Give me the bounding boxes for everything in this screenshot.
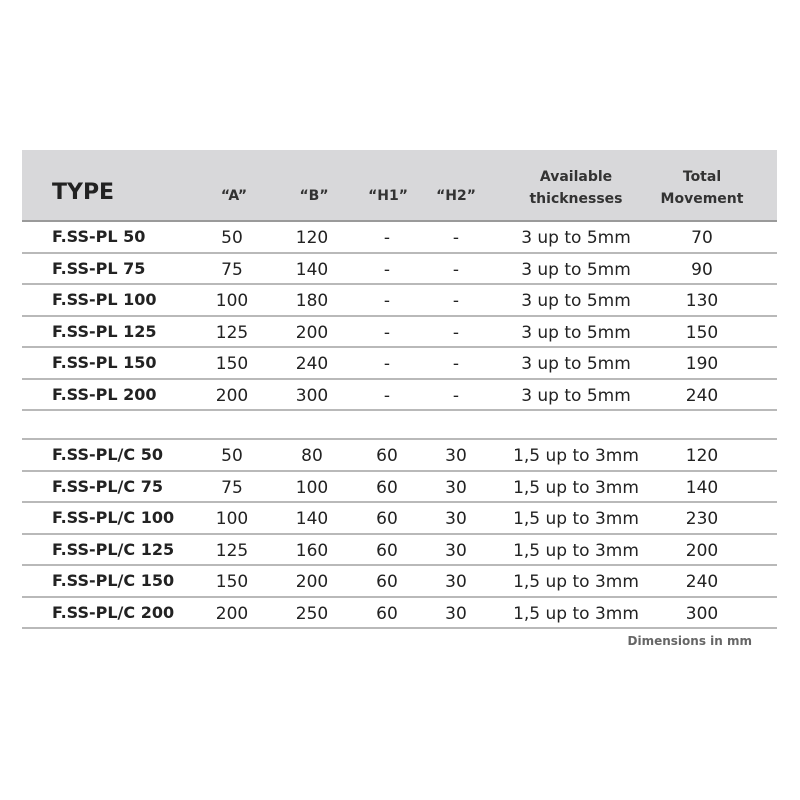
cell-avail: 1,5 up to 3mm bbox=[513, 603, 639, 624]
cell-h2: 30 bbox=[445, 477, 467, 498]
table-row bbox=[22, 503, 777, 535]
cell-a: 200 bbox=[215, 603, 249, 624]
cell-h1: - bbox=[383, 354, 391, 374]
header-available-line2: thicknesses bbox=[529, 191, 623, 207]
cell-avail: 1,5 up to 3mm bbox=[513, 446, 639, 466]
cell-avail: 1,5 up to 3mm bbox=[513, 540, 639, 561]
cell-avail: 1,5 up to 3mm bbox=[513, 509, 639, 529]
cell-b: 200 bbox=[295, 322, 329, 343]
table-row bbox=[22, 535, 777, 567]
header-h1: “H1” bbox=[368, 188, 408, 204]
cell-h2: - bbox=[452, 385, 460, 406]
cell-h2: 30 bbox=[445, 446, 467, 466]
cell-h2: - bbox=[452, 354, 460, 374]
cell-h2: - bbox=[452, 228, 460, 248]
cell-avail: 3 up to 5mm bbox=[521, 385, 631, 406]
cell-total: 70 bbox=[691, 228, 713, 248]
cell-avail: 1,5 up to 3mm bbox=[513, 572, 639, 592]
header-h2: “H2” bbox=[436, 188, 476, 204]
dimensions-note: Dimensions in mm bbox=[627, 634, 752, 648]
cell-h1: - bbox=[383, 259, 391, 280]
cell-b: 100 bbox=[295, 477, 329, 498]
cell-type: F.SS-PL/C 125 bbox=[52, 539, 175, 559]
header-b: “B” bbox=[299, 188, 329, 204]
cell-total: 120 bbox=[685, 446, 719, 466]
cell-type: F.SS-PL 75 bbox=[52, 258, 146, 278]
cell-b: 300 bbox=[295, 385, 329, 406]
table-row bbox=[22, 285, 777, 317]
table-row bbox=[22, 222, 777, 254]
cell-h1: 60 bbox=[376, 540, 398, 561]
cell-b: 140 bbox=[295, 509, 329, 529]
cell-type: F.SS-PL 150 bbox=[52, 353, 157, 372]
cell-h1: 60 bbox=[376, 477, 398, 498]
cell-total: 240 bbox=[685, 385, 719, 406]
header-total-line1: Total bbox=[682, 169, 722, 185]
cell-h1: 60 bbox=[376, 572, 398, 592]
table-header bbox=[22, 150, 777, 222]
group-c-type bbox=[22, 440, 777, 629]
cell-h2: - bbox=[452, 259, 460, 280]
cell-total: 240 bbox=[685, 572, 719, 592]
cell-h2: - bbox=[452, 322, 460, 343]
cell-h1: 60 bbox=[376, 509, 398, 529]
header-total-line2: Movement bbox=[660, 191, 744, 207]
cell-type: F.SS-PL 200 bbox=[52, 384, 157, 404]
cell-b: 120 bbox=[295, 228, 329, 248]
cell-a: 125 bbox=[215, 322, 249, 343]
group-standard bbox=[22, 222, 777, 411]
cell-total: 140 bbox=[685, 477, 719, 498]
cell-type: F.SS-PL/C 100 bbox=[52, 508, 175, 527]
cell-a: 50 bbox=[221, 228, 243, 248]
header-total bbox=[652, 166, 752, 210]
header-available bbox=[516, 166, 636, 210]
cell-avail: 3 up to 5mm bbox=[521, 228, 631, 248]
cell-avail: 3 up to 5mm bbox=[521, 291, 631, 311]
cell-h1: - bbox=[383, 322, 391, 343]
cell-b: 140 bbox=[295, 259, 329, 280]
cell-h2: 30 bbox=[445, 572, 467, 592]
cell-type: F.SS-PL/C 150 bbox=[52, 571, 175, 590]
table-row bbox=[22, 440, 777, 472]
cell-a: 100 bbox=[215, 509, 249, 529]
cell-b: 250 bbox=[295, 603, 329, 624]
table-row bbox=[22, 598, 777, 630]
cell-avail: 3 up to 5mm bbox=[521, 354, 631, 374]
cell-total: 190 bbox=[685, 354, 719, 374]
cell-type: F.SS-PL 100 bbox=[52, 290, 157, 309]
cell-h2: - bbox=[452, 291, 460, 311]
cell-a: 75 bbox=[221, 259, 243, 280]
cell-b: 240 bbox=[295, 354, 329, 374]
cell-h2: 30 bbox=[445, 509, 467, 529]
cell-a: 100 bbox=[215, 291, 249, 311]
cell-avail: 3 up to 5mm bbox=[521, 322, 631, 343]
cell-type: F.SS-PL 125 bbox=[52, 321, 157, 341]
cell-h1: 60 bbox=[376, 603, 398, 624]
cell-type: F.SS-PL/C 200 bbox=[52, 602, 175, 622]
group-separator bbox=[22, 411, 777, 440]
cell-a: 75 bbox=[221, 477, 243, 498]
cell-b: 80 bbox=[301, 446, 323, 466]
cell-total: 130 bbox=[685, 291, 719, 311]
cell-type: F.SS-PL/C 50 bbox=[52, 445, 163, 464]
cell-h2: 30 bbox=[445, 540, 467, 561]
cell-h1: - bbox=[383, 228, 391, 248]
cell-type: F.SS-PL 50 bbox=[52, 227, 146, 246]
cell-a: 150 bbox=[215, 354, 249, 374]
cell-b: 180 bbox=[295, 291, 329, 311]
table-row bbox=[22, 317, 777, 349]
cell-h2: 30 bbox=[445, 603, 467, 624]
table-row bbox=[22, 566, 777, 598]
cell-total: 90 bbox=[691, 259, 713, 280]
header-type: TYPE bbox=[52, 180, 115, 205]
cell-total: 230 bbox=[685, 509, 719, 529]
cell-b: 160 bbox=[295, 540, 329, 561]
cell-h1: - bbox=[383, 291, 391, 311]
dimensions-table bbox=[22, 150, 777, 629]
cell-a: 50 bbox=[221, 446, 243, 466]
cell-b: 200 bbox=[295, 572, 329, 592]
cell-total: 150 bbox=[685, 322, 719, 343]
cell-h1: 60 bbox=[376, 446, 398, 466]
cell-a: 200 bbox=[215, 385, 249, 406]
cell-avail: 1,5 up to 3mm bbox=[513, 477, 639, 498]
table-row bbox=[22, 380, 777, 412]
header-available-line1: Available bbox=[539, 169, 613, 185]
header-a: “A” bbox=[220, 188, 248, 204]
table-row bbox=[22, 254, 777, 286]
cell-avail: 3 up to 5mm bbox=[521, 259, 631, 280]
cell-a: 150 bbox=[215, 572, 249, 592]
cell-type: F.SS-PL/C 75 bbox=[52, 476, 163, 496]
table-row bbox=[22, 348, 777, 380]
cell-total: 300 bbox=[685, 603, 719, 624]
cell-h1: - bbox=[383, 385, 391, 406]
table-row bbox=[22, 472, 777, 504]
cell-a: 125 bbox=[215, 540, 249, 561]
cell-total: 200 bbox=[685, 540, 719, 561]
